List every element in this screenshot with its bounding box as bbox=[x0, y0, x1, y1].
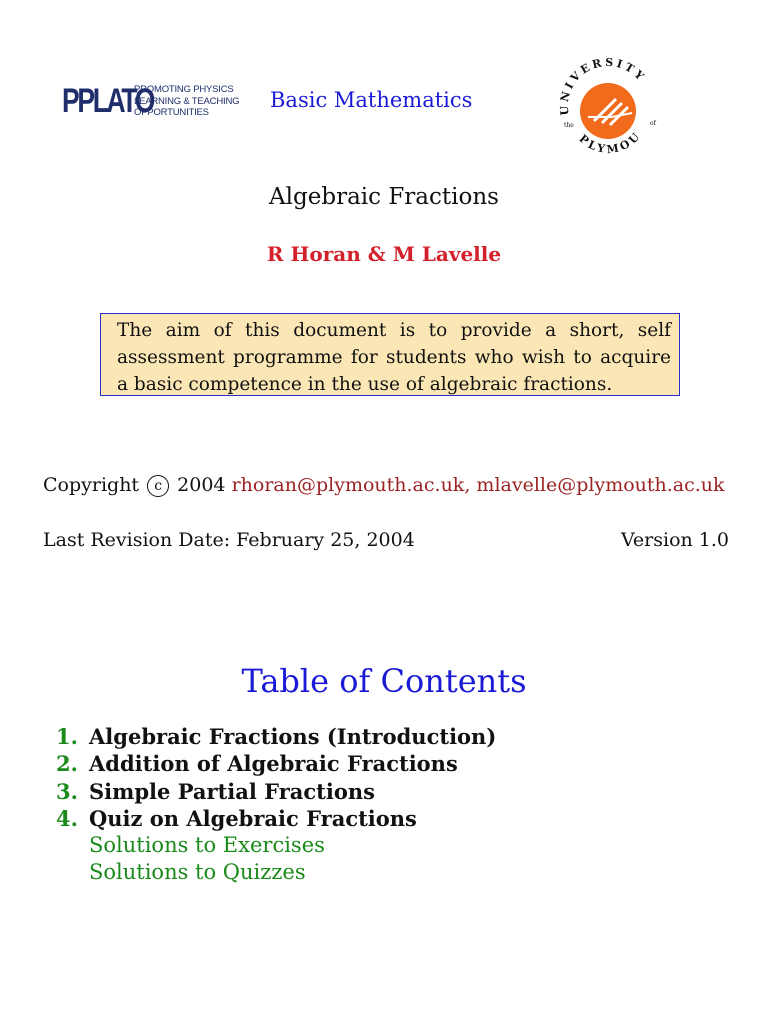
email-link-mlavelle[interactable]: mlavelle@plymouth.ac.uk bbox=[476, 474, 725, 496]
toc-item-number: 1. bbox=[56, 724, 78, 749]
copyright-symbol-icon: c bbox=[147, 475, 169, 497]
toc-item[interactable] bbox=[56, 778, 736, 805]
toc-item-number: 3. bbox=[56, 778, 78, 804]
pplato-logo-wordmark: PPLATO bbox=[62, 82, 154, 120]
pplato-tagline-line: LEARNING & TEACHING bbox=[134, 95, 240, 107]
revision-date: Last Revision Date: February 25, 2004 bbox=[43, 529, 415, 551]
pplato-logo[interactable] bbox=[62, 80, 240, 126]
toc-item-number: 2. bbox=[56, 751, 78, 777]
email-link-rhoran[interactable]: rhoran@plymouth.ac.uk bbox=[231, 474, 465, 496]
document-title: Algebraic Fractions bbox=[269, 184, 499, 210]
university-seal-logo[interactable] bbox=[552, 55, 662, 165]
toc-item-number: 4. bbox=[56, 805, 78, 831]
course-title-link[interactable]: Basic Mathematics bbox=[270, 88, 473, 112]
copyright-line bbox=[43, 474, 725, 497]
toc-item-label[interactable]: Addition of Algebraic Fractions bbox=[89, 751, 458, 777]
toc-item[interactable] bbox=[56, 805, 736, 832]
toc-solutions-quizzes-link[interactable]: Solutions to Quizzes bbox=[89, 860, 306, 885]
email-separator: , bbox=[464, 474, 471, 496]
toc-solutions-exercises[interactable] bbox=[56, 832, 736, 859]
pplato-tagline-line: PROMOTING PHYSICS bbox=[134, 84, 234, 95]
toc-title: Table of Contents bbox=[241, 662, 527, 700]
authors: R Horan & M Lavelle bbox=[266, 242, 502, 266]
version-label: Version 1.0 bbox=[620, 529, 729, 551]
toc-solutions-quizzes[interactable] bbox=[56, 859, 736, 886]
seal-text-university: UNIVERSITY bbox=[557, 55, 649, 116]
pplato-tagline-line: OPPORTUNITIES bbox=[134, 107, 209, 118]
seal-text-plymouth: PLYMOU bbox=[576, 128, 645, 157]
seal-text-the: the bbox=[564, 122, 574, 129]
toc-item[interactable] bbox=[56, 750, 736, 777]
toc-item[interactable] bbox=[56, 723, 736, 750]
seal-disc bbox=[580, 83, 636, 139]
toc-solutions-exercises-link[interactable]: Solutions to Exercises bbox=[89, 833, 325, 858]
seal-text-of: of bbox=[650, 120, 656, 127]
toc-list bbox=[56, 723, 736, 887]
copyright-label: Copyright bbox=[43, 474, 140, 496]
university-seal-icon bbox=[552, 55, 662, 165]
abstract-box: The aim of this document is to provide a short, self assessment programme for students who wish to acquire a basic competence in the use of algebraic fractions. bbox=[100, 313, 680, 396]
pplato-tagline bbox=[134, 84, 244, 119]
toc-item-label[interactable]: Simple Partial Fractions bbox=[89, 778, 375, 804]
toc-item-label[interactable]: Algebraic Fractions (Introduction) bbox=[89, 724, 497, 749]
toc-item-label[interactable]: Quiz on Algebraic Fractions bbox=[89, 805, 417, 831]
copyright-year: 2004 bbox=[177, 474, 226, 496]
